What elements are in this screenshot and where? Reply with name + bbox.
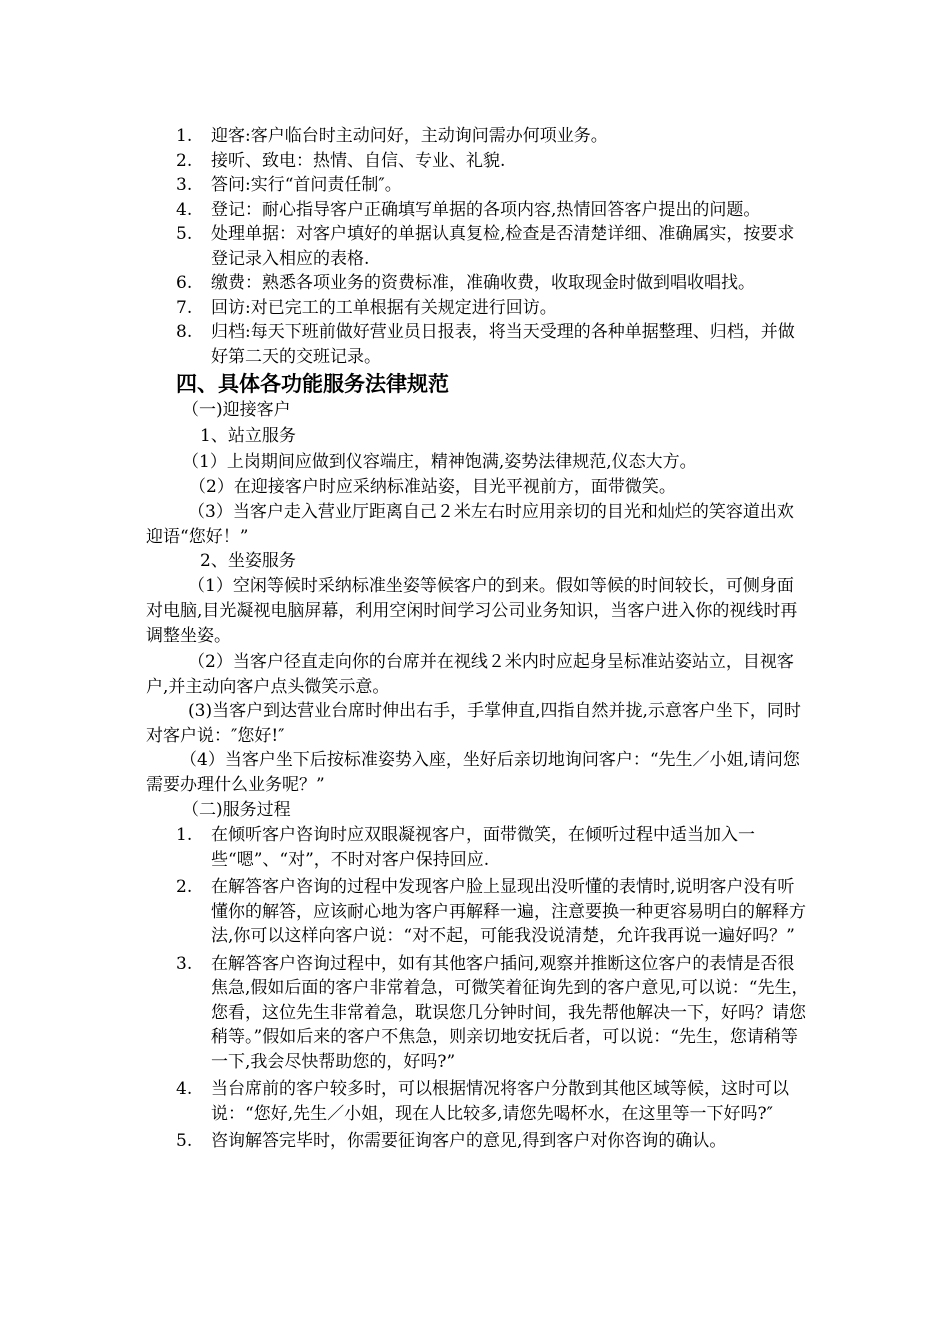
list-number: 8. (176, 322, 193, 342)
paragraph: （2）当客户径直走向你的台席并在视线２米内时应起身呈标准站姿站立，目视客户,并主动向客户点头微笑示意。 (146, 652, 794, 697)
list-item (0, 952, 950, 1075)
list-item (0, 149, 950, 174)
list-text: 处理单据：对客户填好的单据认真复检,检查是否清楚详细、准确属实，按要求登记录入相应的表格. (211, 224, 795, 269)
list-text: 回访:对已完工的工单根据有关规定进行回访。 (211, 297, 557, 318)
paragraph: （4）当客户坐下后按标准姿势入座，坐好后亲切地询问客户：“先生／小姐,请问您需要办理什么业务呢？” (146, 750, 800, 795)
list-item (0, 320, 950, 369)
procedure-list (0, 124, 950, 369)
list-text: 在解答客户咨询的过程中发现客户脸上显现出没听懂的表情时,说明客户没有听懂你的解答，应该耐心地为客户再解释一遍，注意要换一种更容易明白的解释方法,你可以这样向客户说：“对不起，可能我没说清楚，允许我再说一遍好吗？” (211, 877, 806, 946)
paragraph: (3)当客户到达营业台席时伸出右手，手掌伸直,四指自然并拢,示意客户坐下，同时对客户说：″您好!″ (146, 701, 801, 746)
list-number: 6. (176, 273, 193, 293)
subsection-title: （二)服务过程 (182, 800, 291, 820)
list-item (0, 823, 950, 872)
list-text: 答问:实行“首问责任制″。 (211, 175, 402, 195)
list-text: 归档:每天下班前做好营业员日报表，将当天受理的各种单据整理、归档，并做好第二天的交班记录。 (211, 322, 795, 367)
list-number: 1. (176, 126, 193, 146)
list-text: 缴费：熟悉各项业务的资费标准，准确收费，收取现金时做到唱收唱找。 (211, 273, 755, 293)
subsection-title: （一)迎接客户 (182, 400, 291, 420)
paragraph: （2）在迎接客户时应采纳标准站姿，目光平视前方，面带微笑。 (189, 477, 676, 497)
subsection-title: 2、坐姿服务 (200, 551, 296, 571)
subsection-title: 1、站立服务 (200, 426, 296, 446)
list-number: 5. (176, 1131, 193, 1151)
list-number: 4. (176, 1079, 193, 1099)
list-text: 在倾听客户咨询时应双眼凝视客户，面带微笑，在倾听过程中适当加入一些“嗯”、“对”，不时对客户保持回应. (211, 825, 755, 870)
section-heading: 四、具体各功能服务法律规范 (176, 372, 449, 396)
list-number: 4. (176, 199, 193, 220)
list-number: 2. (176, 877, 193, 897)
list-item (0, 222, 950, 271)
list-text: 咨询解答完毕时，你需要征询客户的意见,得到客户对你咨询的确认。 (211, 1131, 727, 1151)
list-item (0, 173, 950, 198)
list-number: 3. (176, 953, 193, 974)
list-number: 2. (176, 150, 193, 171)
paragraph: （3）当客户走入营业厅距离自己２米左右时应用亲切的目光和灿烂的笑容道出欢迎语“您好！” (146, 502, 794, 547)
list-number: 1. (176, 825, 193, 845)
list-text: 接听、致电：热情、自信、专业、礼貌. (211, 150, 506, 171)
list-item (0, 1129, 950, 1154)
list-item (0, 875, 950, 949)
list-number: 3. (176, 175, 193, 195)
list-text: 在解答客户咨询过程中，如有其他客户插问,观察并推断这位客户的表情是否很焦急,假如后面的客户非常着急，可微笑着征询先到的客户意见,可以说：“先生，您看，这位先生非常着急，耽误您几分钟时间，我先帮他解决一下，好吗？请您稍等。”假如后来的客户不焦急，则亲切地安抚后者，可以说：“先生，您请稍等一下,我会尽快帮助您的，好吗?” (211, 953, 809, 1072)
list-text: 迎客:客户临台时主动问好，主动询问需办何项业务。 (211, 126, 608, 146)
list-number: 5. (176, 224, 193, 244)
list-item (0, 124, 950, 149)
list-item (0, 1077, 950, 1126)
list-item (0, 271, 950, 296)
list-item (0, 296, 950, 321)
list-item (0, 198, 950, 223)
list-number: 7. (176, 297, 193, 318)
paragraph: （1）上岗期间应做到仪容端庄，精神饱满,姿势法律规范,仪态大方。 (182, 452, 697, 472)
paragraph: （1）空闲等候时采纳标准坐姿等候客户的到来。假如等候的时间较长，可侧身面对电脑,目光凝视电脑屏幕，利用空闲时间学习公司业务知识，当客户进入你的视线时再调整坐姿。 (146, 576, 798, 646)
list-text: 当台席前的客户较多时，可以根据情况将客户分散到其他区域等候，这时可以说：“您好,先生／小姐，现在人比较多,请您先喝杯水，在这里等一下好吗?″ (211, 1079, 789, 1124)
list-text: 登记：耐心指导客户正确填写单据的各项内容,热情回答客户提出的问题。 (211, 199, 761, 220)
service-process-list (0, 823, 950, 1154)
